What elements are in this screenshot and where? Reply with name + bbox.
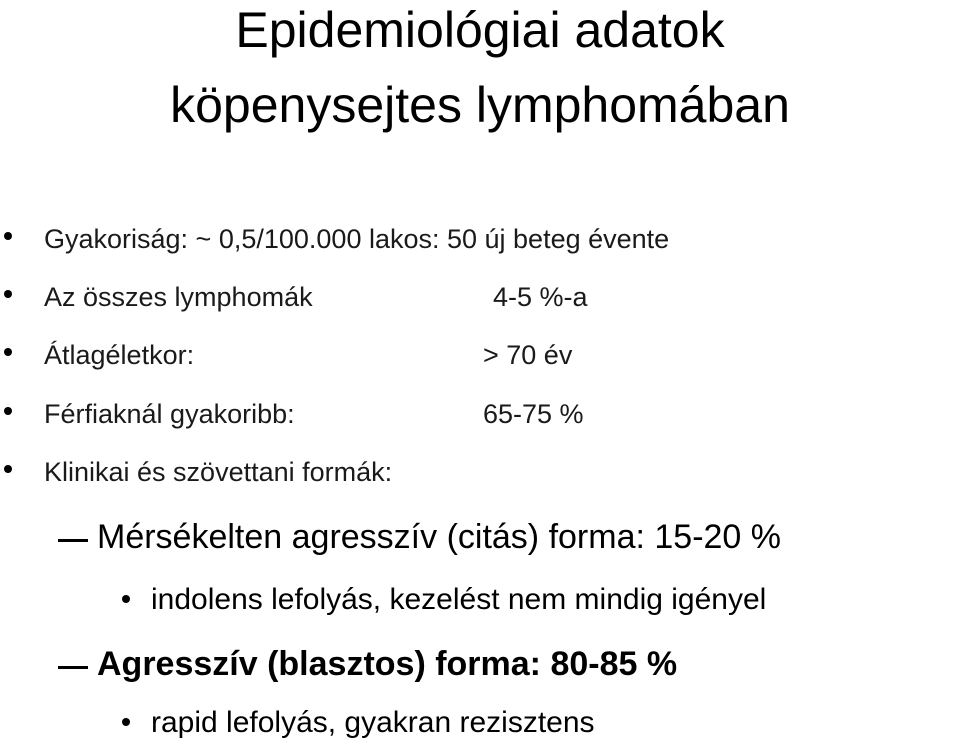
bullet-text: Az összes lymphomák xyxy=(44,282,313,312)
bullet-value: 65-75 % xyxy=(483,399,584,429)
list-item xyxy=(0,338,960,372)
bullet-text: Klinikai és szövettani formák: xyxy=(44,457,393,487)
form-item xyxy=(0,516,960,558)
bullet-text: Gyakoriság: ~ 0,5/100.000 lakos: 50 új beteg évente xyxy=(44,224,670,254)
bullet-text: Átlagéletkor: xyxy=(44,340,195,370)
form-detail: rapid lefolyás, gyakran rezisztens xyxy=(151,706,595,739)
dash-icon xyxy=(58,666,88,669)
bullet-text: Férfiaknál gyakoribb: xyxy=(44,399,295,429)
bullet-icon xyxy=(4,290,12,298)
form-detail: indolens lefolyás, kezelést nem mindig igényel xyxy=(151,583,767,616)
bullet-value: 4-5 %-a xyxy=(493,282,588,312)
sub-list-item xyxy=(0,582,960,618)
list-item xyxy=(0,222,960,256)
slide-title-line-1: Epidemiológiai adatok xyxy=(235,2,725,58)
bullet-icon xyxy=(4,348,12,356)
list-item xyxy=(0,397,960,431)
sub-list-item xyxy=(0,705,960,741)
bullet-icon xyxy=(122,718,130,726)
bullet-icon xyxy=(4,232,12,240)
form-item xyxy=(0,643,960,685)
bullet-icon xyxy=(4,407,12,415)
list-item xyxy=(0,280,960,314)
list-item xyxy=(0,455,960,489)
bullet-icon xyxy=(122,595,130,603)
dash-icon xyxy=(58,539,88,542)
form-text: Agresszív (blasztos) forma: 80-85 % xyxy=(97,645,678,683)
form-text: Mérsékelten agresszív (citás) forma: 15-20 % xyxy=(97,518,782,556)
slide-title-line-2: köpenysejtes lymphomában xyxy=(170,77,790,133)
bullet-icon xyxy=(4,465,12,473)
bullet-value: > 70 év xyxy=(483,340,573,370)
